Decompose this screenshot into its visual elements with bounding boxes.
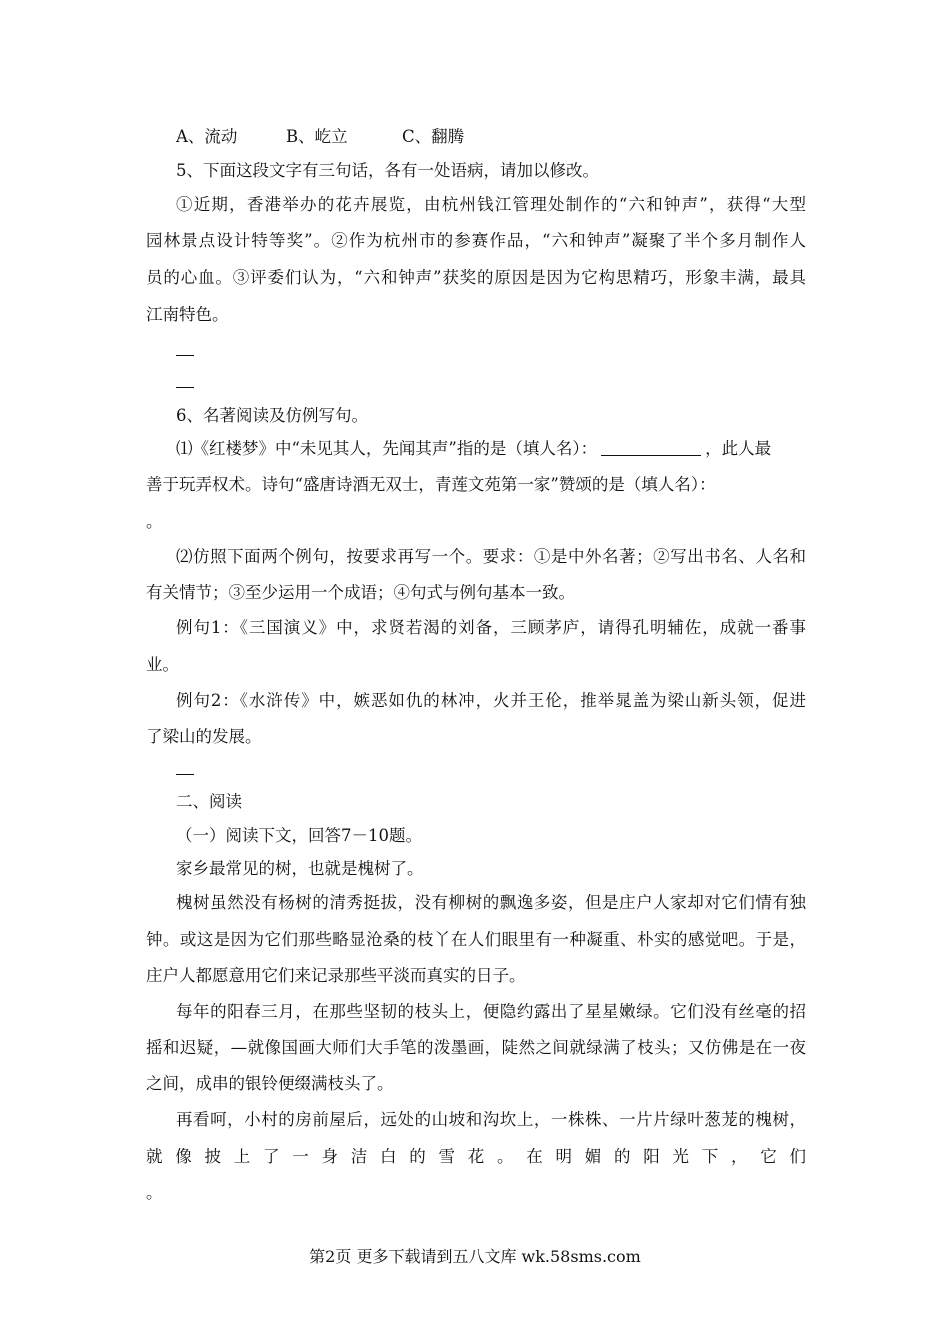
q6-part1-text: ⑴《红楼梦》中“未见其人，先闻其声”指的是（填人名）：: [176, 439, 598, 458]
reading-paragraph-4-line-1: 再看呵，小村的房前屋后，远处的山坡和沟坎上，一株株、一片片绿叶葱茏的槐树，: [176, 1110, 806, 1129]
reading-section-title: 二、阅读: [176, 792, 242, 811]
q4-options: [176, 125, 464, 149]
reading-paragraph-2-line-3: 庄户人都愿意用它们来记录那些平淡而真实的日子。: [146, 966, 526, 985]
fill-blank[interactable]: [601, 437, 701, 456]
q5-title: 5、下面这段文字有三句话，各有一处语病，请加以修改。: [176, 161, 599, 180]
q6-part2-line-1: ⑵仿照下面两个例句，按要求再写一个。要求：①是中外名著；②写出书名、人名和: [176, 547, 806, 566]
answer-dash: [176, 774, 194, 775]
q6-title: 6、名著阅读及仿例写句。: [176, 406, 368, 425]
q5-line-3: 员的心血。③评委们认为，“六和钟声”获奖的原因是因为它构思精巧，形象丰满，最具: [146, 268, 806, 287]
q6-part1-line-2: 善于玩弄权术。诗句“盛唐诗酒无双士，青莲文苑第一家”赞颂的是（填人名）：: [146, 475, 716, 494]
q4-option-c: C、翻腾: [402, 127, 465, 146]
reading-paragraph-2-line-1: 槐树虽然没有杨树的清秀挺拔，没有柳树的飘逸多姿，但是庄户人家却对它们情有独: [176, 893, 806, 912]
page-footer: 第2页 更多下载请到五八文库 wk.58sms.com: [309, 1247, 641, 1266]
q6-part1-text-after: ，此人最: [705, 439, 772, 458]
example-2-line-2: 了梁山的发展。: [146, 727, 262, 746]
reading-paragraph-3-line-3: 之间，成串的银铃便缀满枝头了。: [146, 1074, 394, 1093]
q4-option-b: B、屹立: [286, 127, 348, 146]
q6-part2-line-2: 有关情节；③至少运用一个成语；④句式与例句基本一致。: [146, 583, 575, 602]
example-1-line-1: 例句1：《三国演义》中，求贤若渴的刘备，三顾茅庐，请得孔明辅佐，成就一番事: [176, 618, 806, 637]
example-2-line-1: 例句2：《水浒传》中，嫉恶如仇的林冲，火并王伦，推举晁盖为梁山新头领，促进: [176, 691, 806, 710]
reading-paragraph-3-line-1: 每年的阳春三月，在那些坚韧的枝头上，便隐约露出了星星嫩绿。它们没有丝毫的招: [176, 1002, 806, 1021]
q5-line-1: ①近期，香港举办的花卉展览，由杭州钱江管理处制作的“六和钟声”，获得“大型: [176, 195, 806, 214]
answer-dash: [176, 387, 194, 388]
q4-option-a: A、流动: [176, 127, 238, 146]
q6-part1-line-1: [176, 437, 771, 461]
q6-part1-line-3: 。: [146, 512, 163, 531]
example-1-line-2: 业。: [146, 655, 179, 674]
reading-paragraph-4-line-2: 就像披上了一身洁白的雪花。在明媚的阳光下，它们: [146, 1147, 806, 1166]
q5-line-2: 园林景点设计特等奖”。②作为杭州市的参赛作品，“六和钟声”凝聚了半个多月制作人: [146, 231, 806, 250]
reading-paragraph-3-line-2: 摇和迟疑，—就像国画大师们大手笔的泼墨画，陡然之间就绿满了枝头；又仿佛是在一夜: [146, 1038, 806, 1057]
reading-instruction: （一）阅读下文，回答7－10题。: [176, 826, 422, 845]
q5-line-4: 江南特色。: [146, 305, 229, 324]
reading-paragraph-1: 家乡最常见的树，也就是槐树了。: [176, 859, 424, 878]
reading-paragraph-4-line-3: 。: [146, 1183, 163, 1202]
answer-dash: [176, 355, 194, 356]
reading-paragraph-2-line-2: 钟。或这是因为它们那些略显沧桑的枝丫在人们眼里有一种凝重、朴实的感觉吧。于是，: [146, 930, 806, 949]
